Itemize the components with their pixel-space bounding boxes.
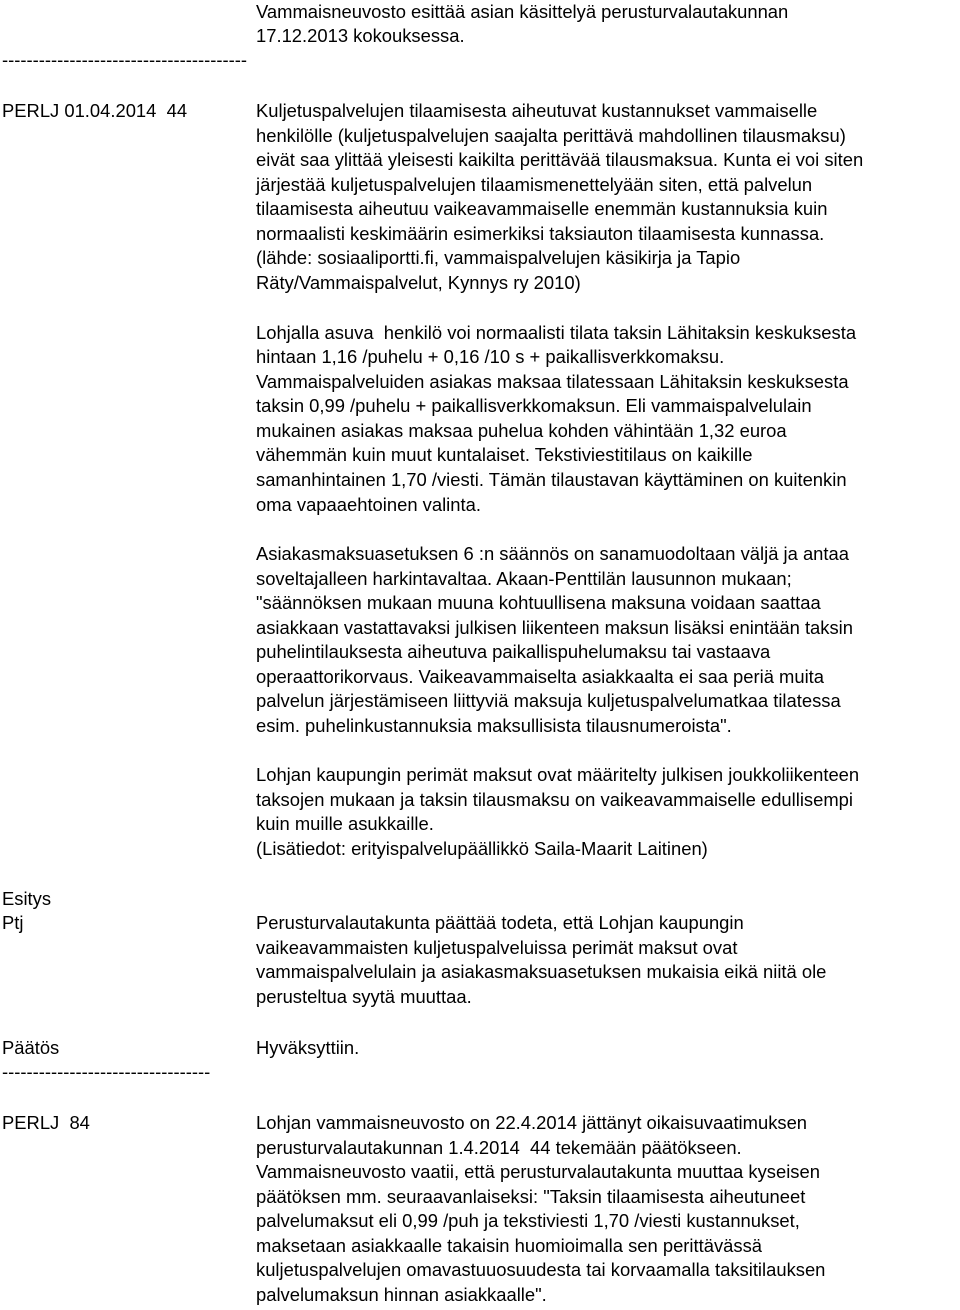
paragraph-line: hintaan 1,16 /puhelu + 0,16 /10 s + paikallisverkkomaksu. bbox=[256, 346, 725, 367]
separator-line: ---------------------------------------- bbox=[2, 49, 247, 70]
paragraph-line: maksetaan asiakkaalle takaisin huomioimalla sen perittävässä bbox=[256, 1235, 763, 1256]
paragraph-line: taksin 0,99 /puhelu + paikallisverkkomaksun. Eli vammaispalvelulain bbox=[256, 395, 812, 416]
proposal-line: vaikeavammaisten kuljetuspalveluissa perimät maksut ovat bbox=[256, 937, 738, 958]
paragraph-line: perusturvalautakunnan 1.4.2014 44 tekemään päätökseen. bbox=[256, 1137, 742, 1158]
paragraph-line: asiakkaan vastattavaksi julkisen liikenteen maksun lisäksi enintään taksin bbox=[256, 617, 853, 638]
paragraph-line: kuin muille asukkaille. bbox=[256, 813, 434, 834]
paragraph-line: soveltajalleen harkintavaltaa. Akaan-Penttilän lausunnon mukaan; bbox=[256, 568, 792, 589]
proposal-line: Perusturvalautakunta päättää todeta, että Lohjan kaupungin bbox=[256, 912, 744, 933]
paragraph-line: "säännöksen mukaan muuna kohtuullisena maksuna voidaan saattaa bbox=[256, 592, 821, 613]
paragraph-line: Kuljetuspalvelujen tilaamisesta aiheutuvat kustannukset vammaiselle bbox=[256, 100, 818, 121]
paragraph-line: päätöksen mm. seuraavanlaiseksi: "Taksin tilaamisesta aiheutuneet bbox=[256, 1186, 806, 1207]
section-reference: PERLJ 01.04.2014 44 bbox=[2, 100, 188, 121]
decision-label: Päätös bbox=[2, 1037, 60, 1058]
paragraph-line: Lohjan vammaisneuvosto on 22.4.2014 jättänyt oikaisuvaatimuksen bbox=[256, 1112, 808, 1133]
proposal-line: vammaispalvelulain ja asiakasmaksuasetuksen mukaisia eikä niitä ole bbox=[256, 961, 827, 982]
intro-line: Vammaisneuvosto esittää asian käsittelyä perusturvalautakunnan bbox=[256, 1, 789, 22]
paragraph-line: järjestää kuljetuspalvelujen tilaamismenettelyään siten, että palvelun bbox=[256, 174, 813, 195]
paragraph-line: taksojen mukaan ja taksin tilausmaksu on vaikeavammaiselle edullisempi bbox=[256, 789, 853, 810]
paragraph-line: mukainen asiakas maksaa puhelua kohden vähintään 1,32 euroa bbox=[256, 420, 787, 441]
section-reference: PERLJ 84 bbox=[2, 1112, 90, 1133]
paragraph-line: tilaamisesta aiheutuu vaikeavammaiselle enemmän kustannuksia kuin bbox=[256, 198, 828, 219]
paragraph-line: Asiakasmaksuasetuksen 6 :n säännös on sanamuodoltaan väljä ja antaa bbox=[256, 543, 849, 564]
proposal-presenter-label: Ptj bbox=[2, 912, 24, 933]
proposal-label: Esitys bbox=[2, 888, 52, 909]
paragraph-line: oma vapaaehtoinen valinta. bbox=[256, 494, 481, 515]
intro-line: 17.12.2013 kokouksessa. bbox=[256, 25, 465, 46]
paragraph-line: palvelumaksun hinnan asiakkaalle". bbox=[256, 1284, 547, 1305]
paragraph-line: palvelun järjestämiseen liittyviä maksuja kuljetuspalvelumatkaa tilatessa bbox=[256, 690, 841, 711]
paragraph-line: Lohjalla asuva henkilö voi normaalisti tilata taksin Lähitaksin keskuksesta bbox=[256, 322, 857, 343]
paragraph-line: Lohjan kaupungin perimät maksut ovat määritelty julkisen joukkoliikenteen bbox=[256, 764, 860, 785]
paragraph-line: samanhintainen 1,70 /viesti. Tämän tilaustavan käyttäminen on kuitenkin bbox=[256, 469, 847, 490]
paragraph-line: (lähde: sosiaaliportti.fi, vammaispalvelujen käsikirja ja Tapio bbox=[256, 247, 741, 268]
paragraph-line: Vammaisneuvosto vaatii, että perusturvalautakunta muuttaa kyseisen bbox=[256, 1161, 820, 1182]
paragraph-line: puhelintilauksesta aiheutuva paikallispuhelumaksu tai vastaava bbox=[256, 641, 771, 662]
paragraph-line: Vammaispalveluiden asiakas maksaa tilatessaan Lähitaksin keskuksesta bbox=[256, 371, 849, 392]
decision-text: Hyväksyttiin. bbox=[256, 1037, 360, 1058]
paragraph-line: normaalisti keskimäärin esimerkiksi taksiauton tilaamisesta kunnassa. bbox=[256, 223, 825, 244]
paragraph-line: esim. puhelinkustannuksia maksullisista tilausnumeroista". bbox=[256, 715, 732, 736]
paragraph-line: palvelumaksut eli 0,99 /puh ja tekstiviesti 1,70 /viesti kustannukset, bbox=[256, 1210, 800, 1231]
paragraph-line: operaattorikorvaus. Vaikeavammaiselta asiakkaalta ei saa periä muita bbox=[256, 666, 825, 687]
paragraph-line: eivät saa ylittää yleisesti kaikilta perittävää tilausmaksua. Kunta ei voi siten bbox=[256, 149, 864, 170]
paragraph-line: kuljetuspalvelujen omavastuuosuudesta tai korvaamalla taksitilauksen bbox=[256, 1259, 826, 1280]
paragraph-line: Räty/Vammaispalvelut, Kynnys ry 2010) bbox=[256, 272, 581, 293]
paragraph-line: (Lisätiedot: erityispalvelupäällikkö Saila-Maarit Laitinen) bbox=[256, 838, 708, 859]
paragraph-line: henkilölle (kuljetuspalvelujen saajalta perittävä mahdollinen tilausmaksu) bbox=[256, 125, 846, 146]
separator-line: ---------------------------------- bbox=[2, 1061, 211, 1082]
paragraph-line: vähemmän kuin muut kuntalaiset. Tekstiviestitilaus on kaikille bbox=[256, 444, 753, 465]
proposal-line: perusteltua syytä muuttaa. bbox=[256, 986, 472, 1007]
